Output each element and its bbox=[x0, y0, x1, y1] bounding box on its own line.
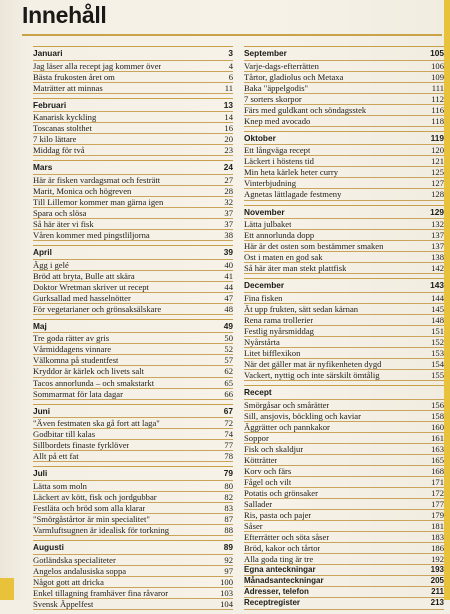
entry-title: Jag läser alla recept jag kommer över bbox=[33, 60, 162, 71]
section-title: Januari bbox=[33, 48, 63, 58]
entry-title: Potatis och grönsaker bbox=[244, 488, 318, 498]
entry-page: 171 bbox=[431, 476, 444, 487]
toc-entry bbox=[33, 71, 233, 82]
entry-page: 62 bbox=[224, 366, 233, 377]
entry-title: Kanarisk kyckling bbox=[33, 112, 97, 123]
section-heading bbox=[33, 98, 233, 112]
entry-title: Alla goda ting är tre bbox=[244, 554, 314, 565]
entry-page: 137 bbox=[431, 241, 444, 252]
toc-entry bbox=[244, 325, 444, 336]
entry-title: Äggrätter och pannkakor bbox=[244, 421, 330, 432]
section-title: Oktober bbox=[244, 132, 276, 143]
entry-page: 145 bbox=[431, 303, 444, 314]
entry-title: Månadsanteckningar bbox=[244, 576, 324, 586]
toc-entry bbox=[33, 82, 233, 94]
section-page: 49 bbox=[223, 320, 233, 331]
toc-section bbox=[244, 46, 444, 127]
toc-entry bbox=[244, 432, 444, 443]
entry-page: 213 bbox=[430, 598, 444, 608]
entry-page: 183 bbox=[431, 532, 444, 543]
section-title: September bbox=[244, 48, 287, 58]
entry-page: 163 bbox=[431, 443, 444, 454]
toc-entry bbox=[244, 166, 444, 177]
entry-title: Agnetas lättlagade festmeny bbox=[244, 189, 342, 200]
toc-entry bbox=[244, 115, 444, 127]
entry-title: Sillbordets finaste fyrklöver bbox=[33, 440, 130, 451]
toc-entry bbox=[244, 531, 444, 542]
entry-page: 161 bbox=[431, 432, 444, 443]
toc-entry bbox=[33, 281, 233, 292]
entry-page: 151 bbox=[431, 325, 444, 336]
entry-title: Våren kommer med pingstliljorna bbox=[33, 230, 150, 241]
entry-title: Tårtor, gladiolus och Metaxa bbox=[244, 71, 344, 82]
entry-title: Något gott att dricka bbox=[33, 576, 104, 587]
entry-title: Fisk och skaldjur bbox=[244, 443, 304, 454]
toc-entry bbox=[244, 498, 444, 509]
toc-entry bbox=[244, 369, 444, 381]
entry-title: Ett annorlunda dopp bbox=[244, 230, 315, 241]
entry-page: 41 bbox=[224, 270, 233, 281]
section-heading bbox=[244, 131, 444, 145]
entry-title: Toscanas stolthet bbox=[33, 123, 92, 134]
toc-entry bbox=[33, 270, 233, 281]
section-page: 79 bbox=[223, 468, 233, 479]
toc-entry bbox=[244, 553, 444, 564]
entry-page: 177 bbox=[431, 499, 444, 510]
entry-page: 80 bbox=[224, 480, 233, 491]
toc-entry bbox=[33, 174, 233, 185]
toc-entry bbox=[244, 520, 444, 531]
toc-entry bbox=[244, 476, 444, 487]
entry-page: 47 bbox=[224, 292, 233, 303]
entry-title: "Smörgåstårtor är min specialitet" bbox=[33, 513, 150, 524]
section-title: Mars bbox=[33, 162, 53, 173]
section-page: 3 bbox=[228, 48, 233, 58]
entry-title: Allt på ett fat bbox=[33, 451, 79, 462]
toc-entry bbox=[244, 410, 444, 421]
entry-title: Sallader bbox=[244, 499, 273, 510]
entry-page: 211 bbox=[431, 587, 444, 597]
entry-title: Doktor Wretman skriver ut recept bbox=[33, 281, 149, 292]
toc-entry bbox=[244, 104, 444, 115]
right-column bbox=[244, 46, 444, 614]
toc-entry bbox=[244, 443, 444, 454]
section-page: 129 bbox=[430, 206, 444, 217]
toc-entry bbox=[33, 218, 233, 229]
toc-entry bbox=[33, 196, 233, 207]
toc-entry bbox=[244, 292, 444, 303]
section-page: 67 bbox=[223, 405, 233, 416]
toc-entry bbox=[33, 60, 233, 71]
entry-page: 158 bbox=[431, 410, 444, 421]
toc-entry bbox=[33, 122, 233, 133]
entry-page: 181 bbox=[431, 521, 444, 532]
entry-page: 154 bbox=[431, 359, 444, 370]
entry-title: Sommarmat för lata dagar bbox=[33, 388, 123, 399]
toc-entry bbox=[244, 487, 444, 498]
entry-title: Efterrätter och söta såser bbox=[244, 532, 330, 543]
left-column bbox=[33, 46, 233, 614]
toc-section bbox=[33, 466, 233, 536]
toc-entry bbox=[244, 586, 444, 597]
toc-entry bbox=[33, 502, 233, 513]
entry-title: Knep med avocado bbox=[244, 115, 311, 126]
entry-page: 28 bbox=[224, 185, 233, 196]
toc-entry bbox=[244, 303, 444, 314]
entry-page: 132 bbox=[431, 219, 444, 230]
entry-title: Korv och färs bbox=[244, 465, 292, 476]
section-title: Juni bbox=[33, 405, 51, 416]
toc-entry bbox=[244, 399, 444, 410]
entry-page: 78 bbox=[224, 451, 233, 462]
toc-section bbox=[244, 205, 444, 275]
toc-entry bbox=[33, 229, 233, 241]
toc-entry bbox=[33, 587, 233, 598]
section-heading bbox=[244, 46, 444, 60]
page-title: Innehåll bbox=[22, 2, 107, 28]
entry-page: 156 bbox=[431, 399, 444, 410]
entry-page: 52 bbox=[224, 344, 233, 355]
toc-entry bbox=[244, 188, 444, 200]
entry-page: 48 bbox=[224, 303, 233, 314]
toc-entry bbox=[33, 207, 233, 218]
entry-page: 155 bbox=[431, 370, 444, 381]
toc-entry bbox=[244, 575, 444, 586]
entry-title: När det gäller mat är nyfikenheten dygd bbox=[244, 359, 382, 370]
toc-entry bbox=[33, 388, 233, 400]
toc-entry bbox=[33, 332, 233, 343]
entry-page: 37 bbox=[224, 207, 233, 218]
entry-page: 66 bbox=[224, 388, 233, 399]
entry-page: 109 bbox=[431, 71, 444, 82]
entry-page: 165 bbox=[431, 454, 444, 465]
entry-title: Ett långväga recept bbox=[244, 145, 311, 156]
toc-entry bbox=[33, 491, 233, 502]
entry-title: Spara och slösa bbox=[33, 207, 87, 218]
section-heading bbox=[244, 278, 444, 292]
section-title: April bbox=[33, 247, 52, 258]
toc-entry bbox=[33, 513, 233, 524]
toc-section bbox=[33, 46, 233, 94]
entry-page: 153 bbox=[431, 347, 444, 358]
entry-page: 16 bbox=[224, 123, 233, 134]
entry-title: Här är fisken vardagsmat och festrätt bbox=[33, 174, 161, 185]
section-heading bbox=[33, 319, 233, 333]
toc-entry bbox=[33, 576, 233, 587]
toc-entry bbox=[244, 421, 444, 432]
entry-title: Enkel tillagning framhäver fina råvaror bbox=[33, 587, 169, 598]
entry-page: 121 bbox=[431, 156, 444, 167]
toc-entry bbox=[244, 262, 444, 274]
entry-title: Så här äter vi fisk bbox=[33, 219, 94, 230]
entry-page: 179 bbox=[431, 510, 444, 521]
section-title: Recept bbox=[244, 387, 272, 398]
section-heading bbox=[244, 385, 444, 399]
entry-title: Svensk Äppelfest bbox=[33, 598, 94, 609]
toc-entry bbox=[33, 450, 233, 462]
entry-title: Marit, Monica och högreven bbox=[33, 185, 132, 196]
toc-entry bbox=[33, 292, 233, 303]
entry-page: 205 bbox=[430, 576, 444, 586]
entry-title: Här är det osten som bestämmer smaken bbox=[244, 241, 384, 252]
entry-page: 82 bbox=[224, 491, 233, 502]
entry-title: Egna anteckningar bbox=[244, 565, 316, 575]
entry-title: Såser bbox=[244, 521, 263, 532]
entry-page: 127 bbox=[431, 178, 444, 189]
entry-title: Adresser, telefon bbox=[244, 587, 309, 597]
entry-title: Sill, ansjovis, böckling och kaviar bbox=[244, 410, 361, 421]
entry-title: Till Lillemor kommer man gärna igen bbox=[33, 196, 164, 207]
entry-page: 65 bbox=[224, 377, 233, 388]
entry-title: Vinterbjudning bbox=[244, 178, 296, 189]
toc-entry bbox=[244, 251, 444, 262]
entry-page: 111 bbox=[431, 82, 444, 93]
entry-page: 57 bbox=[224, 355, 233, 366]
entry-title: Ost i maten en god sak bbox=[244, 252, 323, 263]
entry-title: Gotländska specialiteter bbox=[33, 554, 116, 565]
entry-title: Tacos annorlunda – och smakstarkt bbox=[33, 377, 155, 388]
entry-title: Gurksallad med hasselnötter bbox=[33, 292, 131, 303]
entry-title: Tre goda rätter av gris bbox=[33, 333, 110, 344]
entry-title: Maträtter att minnas bbox=[33, 82, 103, 93]
toc-entry bbox=[244, 465, 444, 476]
entry-title: Litet bifflexikon bbox=[244, 347, 301, 358]
section-page: 143 bbox=[430, 280, 444, 291]
entry-title: 7 sorters skorpor bbox=[244, 93, 302, 104]
entry-title: Kryddor är kärlek och livets salt bbox=[33, 366, 144, 377]
entry-page: 118 bbox=[431, 115, 444, 126]
entry-title: Soppor bbox=[244, 432, 269, 443]
section-heading bbox=[33, 466, 233, 480]
entry-page: 144 bbox=[431, 292, 444, 303]
toc-section bbox=[33, 98, 233, 157]
title-rule bbox=[22, 34, 442, 36]
entry-page: 50 bbox=[224, 333, 233, 344]
toc-entry bbox=[33, 417, 233, 428]
entry-title: Godbitar till kalas bbox=[33, 429, 96, 440]
toc-section bbox=[33, 160, 233, 241]
entry-page: 92 bbox=[224, 554, 233, 565]
entry-title: Kötträtter bbox=[244, 454, 278, 465]
entry-title: Bästa frukosten året om bbox=[33, 71, 115, 82]
section-heading bbox=[33, 160, 233, 174]
section-title: Februari bbox=[33, 99, 67, 110]
entry-title: Lätta julbaket bbox=[244, 219, 292, 230]
entry-title: Vackert, nyttig och inte särskilt ömtålig bbox=[244, 370, 380, 381]
entry-page: 120 bbox=[431, 145, 444, 156]
entry-title: "Även festmaten ska gå fort att laga" bbox=[33, 418, 160, 429]
toc-entry bbox=[244, 155, 444, 166]
toc-entry bbox=[244, 358, 444, 369]
entry-page: 11 bbox=[224, 82, 233, 93]
toc-entry bbox=[33, 439, 233, 450]
section-title: November bbox=[244, 206, 285, 217]
entry-title: Färs med guldkant och söndagsstek bbox=[244, 104, 367, 115]
entry-title: Fina fisken bbox=[244, 292, 283, 303]
toc-entry bbox=[33, 111, 233, 122]
entry-title: Så här äter man stekt plattfisk bbox=[244, 263, 347, 274]
toc-section bbox=[33, 319, 233, 400]
toc-section bbox=[33, 245, 233, 315]
entry-title: Festläta och bröd som alla klarar bbox=[33, 502, 146, 513]
toc-entry bbox=[33, 554, 233, 565]
toc-entry bbox=[244, 347, 444, 358]
toc-entry bbox=[33, 480, 233, 491]
toc-entry bbox=[33, 259, 233, 270]
toc-entry bbox=[244, 93, 444, 104]
entry-title: Vårmiddagens vinnare bbox=[33, 344, 112, 355]
toc-entry bbox=[244, 60, 444, 71]
entry-title: Ät upp frukten, sätt sedan kärnan bbox=[244, 303, 359, 314]
entry-page: 160 bbox=[431, 421, 444, 432]
section-title: Augusti bbox=[33, 542, 64, 553]
entry-page: 27 bbox=[224, 174, 233, 185]
entry-page: 40 bbox=[224, 259, 233, 270]
section-heading bbox=[33, 245, 233, 259]
entry-page: 74 bbox=[224, 429, 233, 440]
entry-title: Fågel och vilt bbox=[244, 476, 292, 487]
entry-title: Festlig nyårsmiddag bbox=[244, 325, 314, 336]
entry-page: 4 bbox=[228, 60, 233, 71]
entry-page: 32 bbox=[224, 196, 233, 207]
entry-title: Bröd, kakor och tårtor bbox=[244, 543, 321, 554]
entry-title: Läckert i höstens tid bbox=[244, 156, 314, 167]
toc-entry bbox=[33, 365, 233, 376]
toc-entry bbox=[33, 524, 233, 536]
section-page: 39 bbox=[223, 247, 233, 258]
entry-title: Nyårstårta bbox=[244, 336, 280, 347]
entry-title: Välkomna på studentfest bbox=[33, 355, 119, 366]
entry-title: 7 kilo lättare bbox=[33, 134, 77, 145]
toc-entry bbox=[33, 185, 233, 196]
entry-title: Varmluftsugnen är idealisk för torkning bbox=[33, 525, 170, 535]
toc-entry bbox=[33, 377, 233, 388]
entry-title: Ris, pasta och pajer bbox=[244, 510, 312, 521]
entry-page: 137 bbox=[431, 230, 444, 241]
entry-title: Rena rama trollerier bbox=[244, 314, 314, 325]
entry-page: 116 bbox=[431, 104, 444, 115]
entry-page: 38 bbox=[224, 230, 233, 241]
entry-page: 125 bbox=[431, 167, 444, 178]
entry-page: 97 bbox=[224, 565, 233, 576]
entry-page: 44 bbox=[224, 281, 233, 292]
entry-page: 14 bbox=[224, 112, 233, 123]
entry-page: 112 bbox=[431, 93, 444, 104]
entry-page: 152 bbox=[431, 336, 444, 347]
entry-page: 6 bbox=[228, 71, 233, 82]
toc-entry bbox=[244, 82, 444, 93]
toc-section bbox=[244, 385, 444, 609]
toc-entry bbox=[244, 564, 444, 575]
entry-page: 37 bbox=[224, 219, 233, 230]
toc-entry bbox=[33, 428, 233, 439]
toc-section bbox=[244, 131, 444, 201]
section-heading bbox=[33, 540, 233, 554]
entry-title: Bröd att bryta, Bulle att skära bbox=[33, 270, 135, 281]
section-title: December bbox=[244, 280, 285, 291]
toc-entry bbox=[244, 144, 444, 155]
entry-page: 77 bbox=[224, 440, 233, 451]
toc-entry bbox=[33, 343, 233, 354]
entry-page: 172 bbox=[431, 488, 444, 498]
toc-section bbox=[244, 278, 444, 381]
toc-entry bbox=[244, 454, 444, 465]
entry-title: Angelos andalusiska soppa bbox=[33, 565, 127, 576]
entry-page: 20 bbox=[224, 134, 233, 145]
entry-title: Varje-dags-efterrätten bbox=[244, 60, 319, 71]
entry-page: 103 bbox=[220, 587, 233, 598]
toc-entry bbox=[244, 218, 444, 229]
section-page: 119 bbox=[430, 132, 444, 143]
toc-entry bbox=[244, 71, 444, 82]
entry-page: 192 bbox=[431, 554, 444, 565]
toc-entry bbox=[33, 303, 233, 315]
entry-title: Smörgåsar och smårätter bbox=[244, 399, 330, 410]
entry-page: 168 bbox=[431, 465, 444, 476]
entry-page: 186 bbox=[431, 543, 444, 554]
yellow-page-edge bbox=[444, 0, 450, 600]
entry-title: För vegetarianer och grönsaksälskare bbox=[33, 303, 162, 314]
entry-page: 148 bbox=[431, 314, 444, 325]
section-page: 89 bbox=[223, 542, 233, 553]
entry-page: 104 bbox=[220, 598, 233, 609]
entry-page: 106 bbox=[431, 60, 444, 71]
toc-entry bbox=[244, 229, 444, 240]
yellow-corner-tab bbox=[0, 578, 14, 600]
toc-section bbox=[33, 404, 233, 463]
section-heading bbox=[244, 205, 444, 219]
entry-page: 100 bbox=[220, 576, 233, 587]
entry-page: 88 bbox=[224, 525, 233, 535]
section-page: 13 bbox=[223, 99, 233, 110]
entry-title: Min heta kärlek heter curry bbox=[244, 167, 339, 178]
entry-page: 83 bbox=[224, 502, 233, 513]
toc-entry bbox=[244, 509, 444, 520]
entry-title: Läckert av kött, fisk och jordgubbar bbox=[33, 491, 157, 502]
entry-title: Middag för två bbox=[33, 145, 85, 156]
toc-entry bbox=[33, 354, 233, 365]
toc-entry bbox=[244, 240, 444, 251]
toc-entry bbox=[33, 565, 233, 576]
section-page: 105 bbox=[430, 48, 444, 58]
toc-entry bbox=[244, 597, 444, 609]
toc-entry bbox=[244, 336, 444, 347]
section-heading bbox=[33, 46, 233, 60]
entry-title: Ägg i gelé bbox=[33, 259, 69, 270]
toc-entry bbox=[33, 144, 233, 156]
entry-page: 72 bbox=[224, 418, 233, 429]
entry-page: 193 bbox=[430, 565, 444, 575]
toc-entry bbox=[244, 542, 444, 553]
entry-title: Baka "äppelgodis" bbox=[244, 82, 309, 93]
toc-section bbox=[33, 540, 233, 610]
entry-page: 87 bbox=[224, 513, 233, 524]
entry-page: 23 bbox=[224, 145, 233, 156]
toc-entry bbox=[244, 314, 444, 325]
entry-page: 142 bbox=[431, 263, 444, 274]
entry-page: 138 bbox=[431, 252, 444, 263]
entry-page: 128 bbox=[431, 189, 444, 200]
section-heading bbox=[33, 404, 233, 418]
section-title: Maj bbox=[33, 320, 47, 331]
entry-title: Lätta som moln bbox=[33, 480, 87, 491]
toc-entry bbox=[244, 177, 444, 188]
toc-entry bbox=[33, 133, 233, 144]
section-page: 24 bbox=[223, 162, 233, 173]
section-title: Juli bbox=[33, 468, 48, 479]
entry-title: Receptregister bbox=[244, 598, 301, 608]
